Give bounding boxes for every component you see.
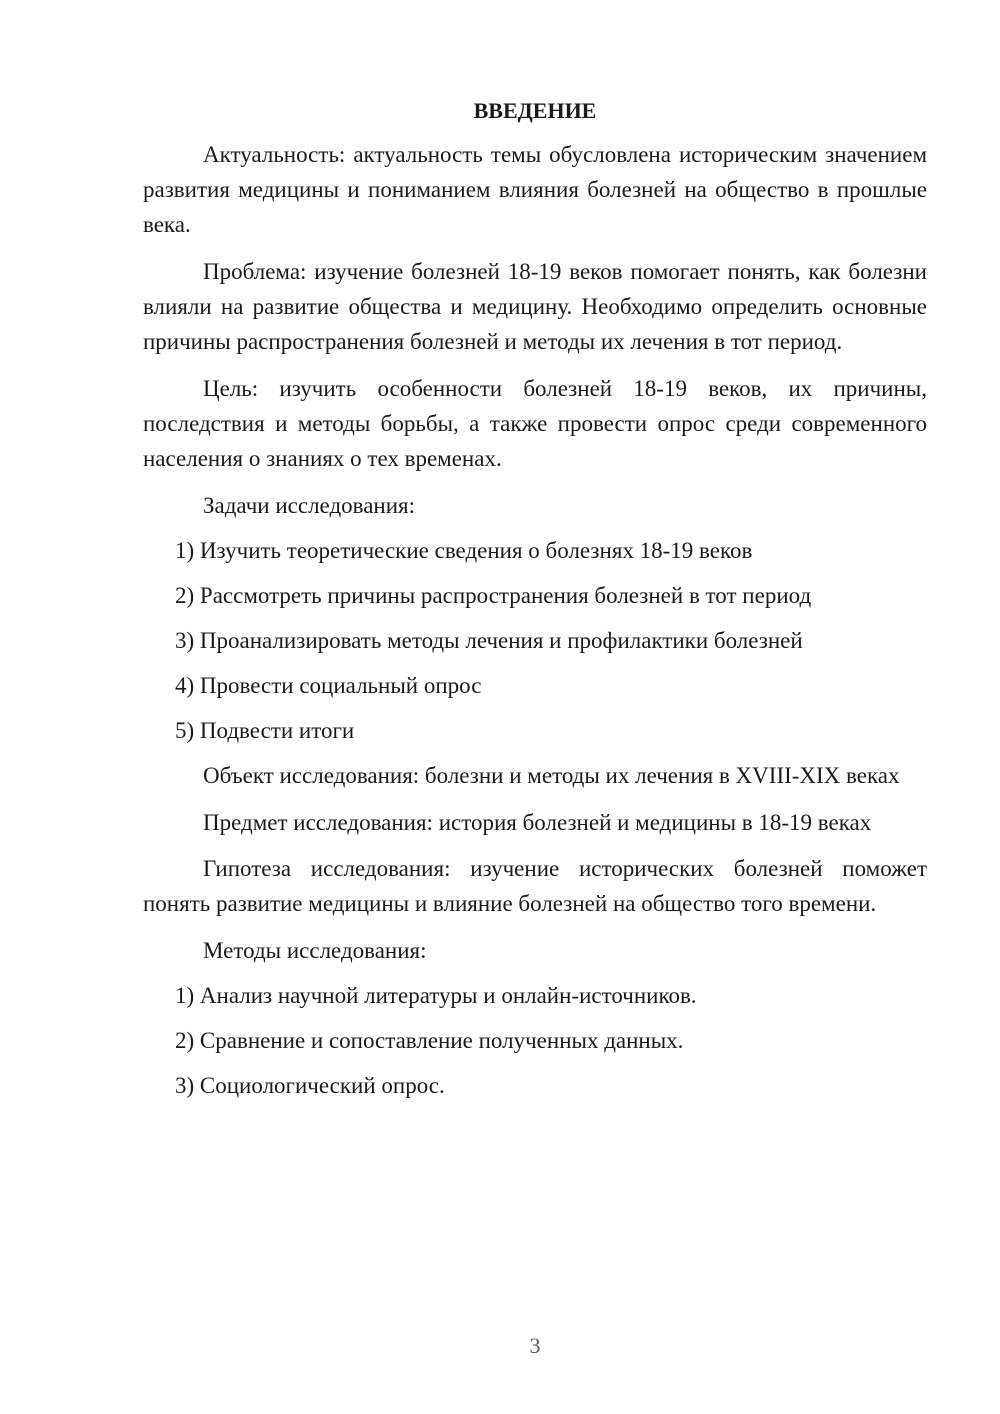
task-item: 4) Провести социальный опрос (175, 673, 482, 698)
task-item: 3) Проанализировать методы лечения и профилактики болезней (175, 628, 803, 653)
tasks-label: Задачи исследования: (203, 493, 416, 518)
method-item: 2) Сравнение и сопоставление полученных данных. (175, 1028, 684, 1053)
page-title: ВВЕДЕНИЕ (473, 98, 597, 123)
method-item: 3) Социологический опрос. (175, 1073, 445, 1098)
task-item: 1) Изучить теоретические сведения о болезнях 18-19 веков (175, 538, 753, 563)
hypothesis-paragraph: Гипотеза исследования: изучение исторических болезней поможет понять развитие медицины и влияние болезней на общество того времени. (143, 856, 927, 916)
object-paragraph: Объект исследования: болезни и методы их лечения в XVIII-XIX веках (203, 763, 900, 788)
method-item: 1) Анализ научной литературы и онлайн-источников. (175, 983, 697, 1008)
methods-list (143, 978, 927, 1103)
problem-paragraph: Проблема: изучение болезней 18-19 веков помогает понять, как болезни влияли на развитие общества и медицину. Необходимо определить основные причины распространения болезней и методы их лечения в тот период. (143, 259, 927, 354)
page-number: 3 (529, 1333, 541, 1358)
subject-paragraph: Предмет исследования: история болезней и медицины в 18-19 веках (203, 810, 872, 835)
document-page (143, 96, 927, 1113)
task-item: 5) Подвести итоги (175, 718, 355, 743)
relevance-paragraph: Актуальность: актуальность темы обусловлена историческим значением развития медицины и пониманием влияния болезней на общество в прошлые века. (143, 142, 927, 237)
methods-label: Методы исследования: (203, 938, 427, 963)
tasks-list (143, 533, 927, 748)
task-item: 2) Рассмотреть причины распространения болезней в тот период (175, 583, 812, 608)
goal-paragraph: Цель: изучить особенности болезней 18-19 веков, их причины, последствия и методы борьбы, а также провести опрос среди современного населения о знаниях о тех временах. (143, 376, 927, 471)
